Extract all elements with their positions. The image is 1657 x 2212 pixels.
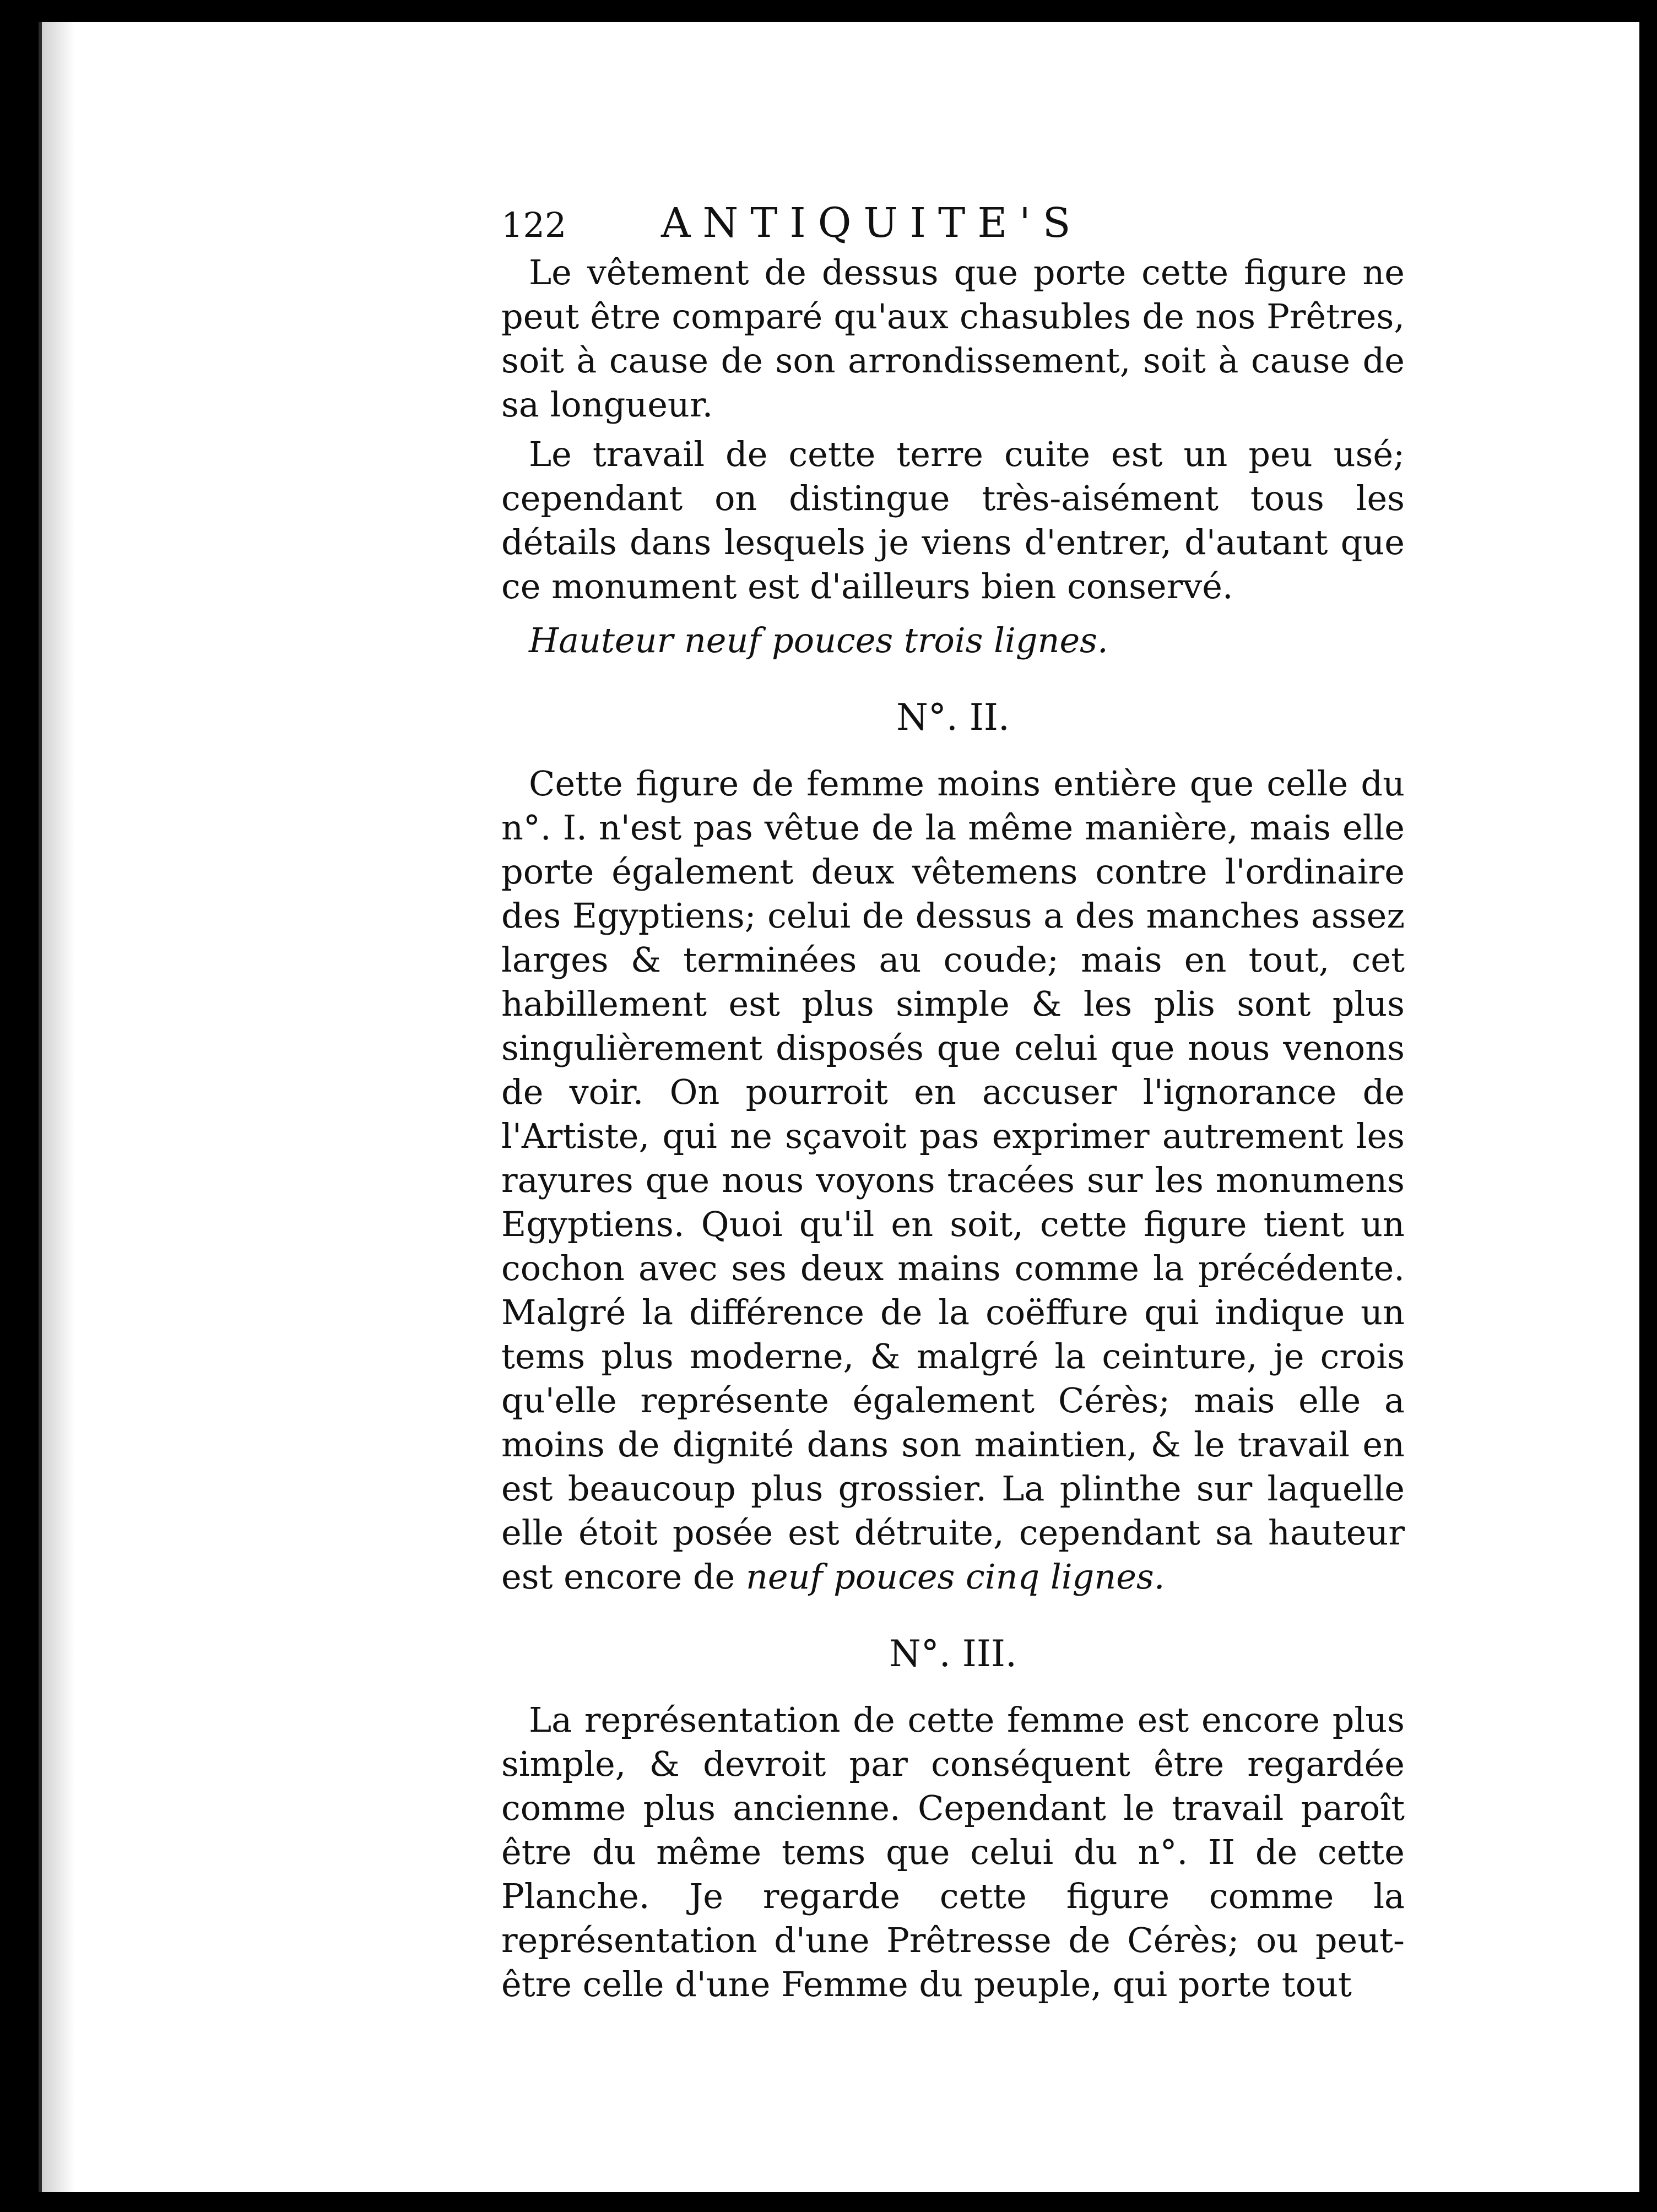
section-heading-no-iii: N°. III. (889, 1633, 1017, 1675)
paragraph-travail: Le travail de cette terre cuite est un peu usé; cependant on distingue très-aisément tous les détails dans lesquels je viens d'entrer, d'autant que ce monument est d'ailleurs bien conservé. (501, 434, 1405, 606)
paragraph-no-ii-height: neuf pouces cinq lignes. (745, 1557, 1165, 1597)
page-number: 122 (501, 205, 567, 245)
running-head (501, 201, 1405, 251)
paragraph-no-iii: La représentation de cette femme est encore plus simple, & devroit par conséquent être regardée comme plus ancienne. Cependant le travail paroît être du même tems que celui du n°. II de cette Planche. Je regarde cette figure comme la représentation d'une Prêtresse de Cérès; ou peut-être celle d'une Femme du peuple, qui porte tout (501, 1700, 1405, 2004)
running-title: ANTIQUITE'S (661, 199, 1083, 247)
text-block (501, 201, 1405, 2007)
paragraph-vetement: Le vêtement de dessus que porte cette figure ne peut être comparé qu'aux chasubles de nos Prêtres, soit à cause de son arrondissement, soit à cause de sa longueur. (501, 252, 1405, 425)
height-note: Hauteur neuf pouces trois lignes. (529, 620, 1108, 660)
paragraph-no-ii (501, 762, 1405, 1599)
paragraph-no-ii-body: Cette figure de femme moins entière que celle du n°. I. n'est pas vêtue de la même manière, mais elle porte également deux vêtemens contre l'ordinaire des Egyptiens; celui de dessus a des manches assez larges & terminées au coude; mais en tout, cet habillement est plus simple & les plis sont plus singulièrement disposés que celui que nous venons de voir. On pourroit en accuser l'ignorance de l'Artiste, qui ne sçavoit pas exprimer autrement les rayures que nous voyons tracées sur les monumens Egyptiens. Quoi qu'il en soit, cette figure tient un cochon avec ses deux mains comme la précédente. Malgré la différence de la coëffure qui indique un tems plus moderne, & malgré la ceinture, je crois qu'elle représente également Cérès; mais elle a moins de dignité dans son maintien, & le travail en est beaucoup plus grossier. La plinthe sur laquelle elle étoit posée est détruite, cependant sa hauteur est encore de (501, 763, 1405, 1597)
section-heading-no-ii: N°. II. (896, 696, 1010, 739)
